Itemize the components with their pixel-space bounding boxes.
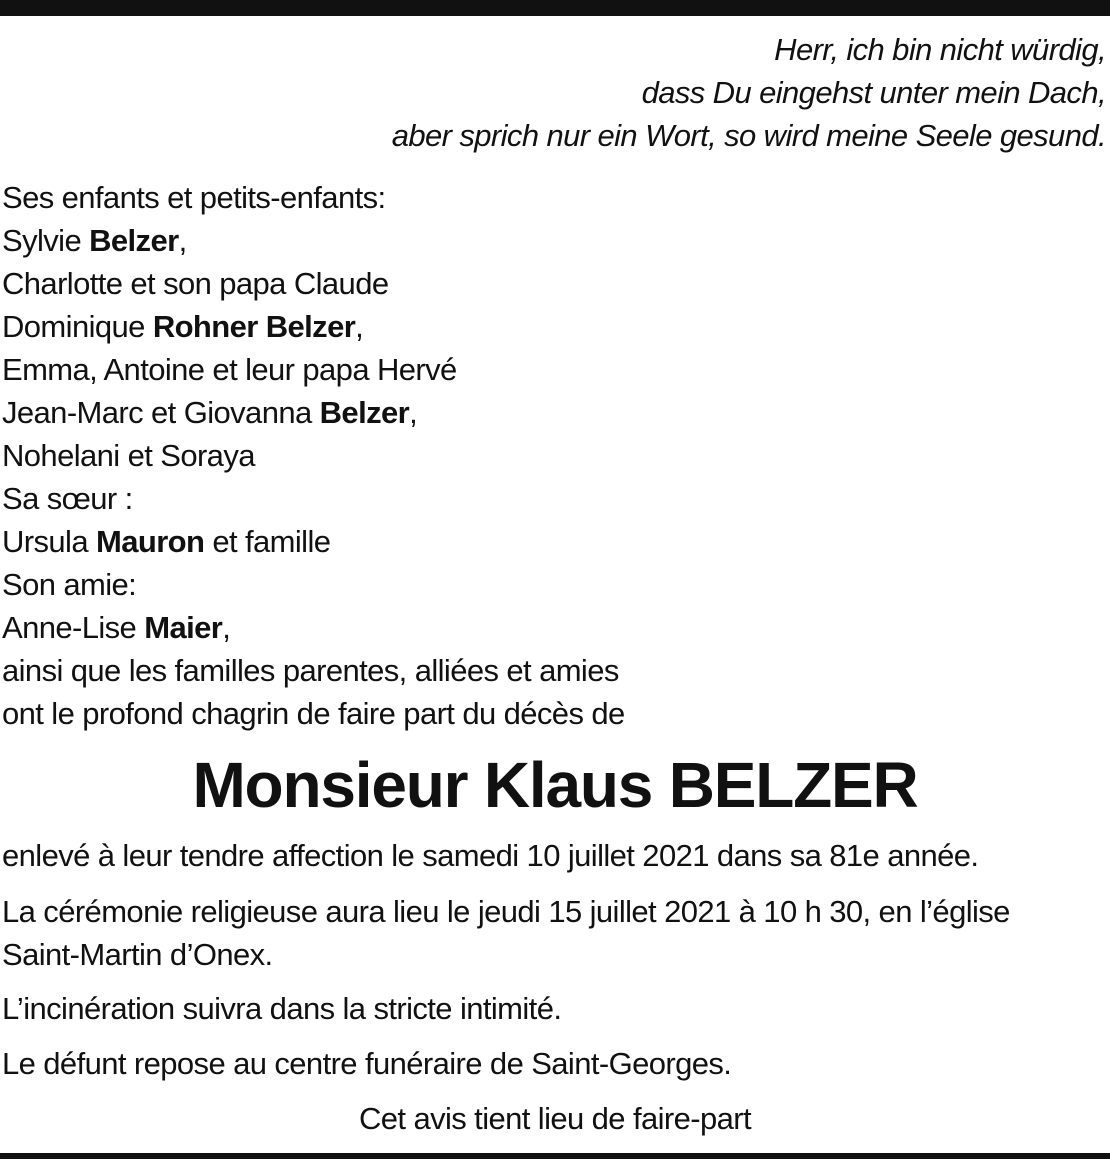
family-line-charlotte: Charlotte et son papa Claude xyxy=(2,266,389,301)
ceremony-paragraph xyxy=(2,890,1010,976)
death-paragraph: enlevé à leur tendre affection le samedi 10 juillet 2021 dans sa 81e année. xyxy=(2,838,979,873)
first-name: Ursula xyxy=(2,524,96,559)
resting-paragraph: Le défunt repose au centre funéraire de Saint-Georges. xyxy=(2,1046,732,1081)
suffix: , xyxy=(178,223,187,258)
verse-line-2: dass Du eingehst unter mein Dach, xyxy=(641,75,1106,110)
sister-heading: Sa sœur : xyxy=(2,481,133,516)
family-line-ursula xyxy=(2,520,625,563)
children-heading: Ses enfants et petits-enfants: xyxy=(2,180,386,215)
top-rule xyxy=(0,0,1110,16)
first-name: Anne-Lise xyxy=(2,610,145,645)
announce-line: ont le profond chagrin de faire part du décès de xyxy=(2,696,625,731)
verse-quote xyxy=(392,28,1106,157)
ceremony-line-1: La cérémonie religieuse aura lieu le jeudi 15 juillet 2021 à 10 h 30, en l’église xyxy=(2,894,1010,929)
first-name: Dominique xyxy=(2,309,153,344)
family-line-dominique xyxy=(2,305,625,348)
surname: Belzer xyxy=(319,395,410,430)
suffix: , xyxy=(355,309,364,344)
surname: Rohner Belzer xyxy=(152,309,356,344)
family-line-annelise xyxy=(2,606,625,649)
family-line-emma: Emma, Antoine et leur papa Hervé xyxy=(2,352,457,387)
cremation-paragraph: L’incinération suivra dans la stricte intimité. xyxy=(2,991,562,1026)
deceased-name: Monsieur Klaus BELZER xyxy=(192,749,918,821)
surname: Mauron xyxy=(96,524,205,559)
relatives-line: ainsi que les familles parentes, alliées et amies xyxy=(2,653,619,688)
suffix: , xyxy=(222,610,231,645)
suffix: , xyxy=(409,395,418,430)
first-name: Jean-Marc et Giovanna xyxy=(2,395,320,430)
bottom-rule xyxy=(0,1153,1110,1159)
family-line-jeanmarc xyxy=(2,391,625,434)
verse-line-3: aber sprich nur ein Wort, so wird meine Seele gesund. xyxy=(391,118,1106,153)
surname: Maier xyxy=(144,610,223,645)
first-name: Sylvie xyxy=(2,223,90,258)
family-list xyxy=(2,176,625,735)
footer-note: Cet avis tient lieu de faire-part xyxy=(358,1101,751,1136)
suffix: et famille xyxy=(204,524,331,559)
verse-line-1: Herr, ich bin nicht würdig, xyxy=(774,32,1106,67)
friend-heading: Son amie: xyxy=(2,567,137,602)
surname: Belzer xyxy=(89,223,179,258)
family-line-nohelani: Nohelani et Soraya xyxy=(2,438,255,473)
family-line-sylvie xyxy=(2,219,625,262)
ceremony-line-2: Saint-Martin d’Onex. xyxy=(2,937,273,972)
